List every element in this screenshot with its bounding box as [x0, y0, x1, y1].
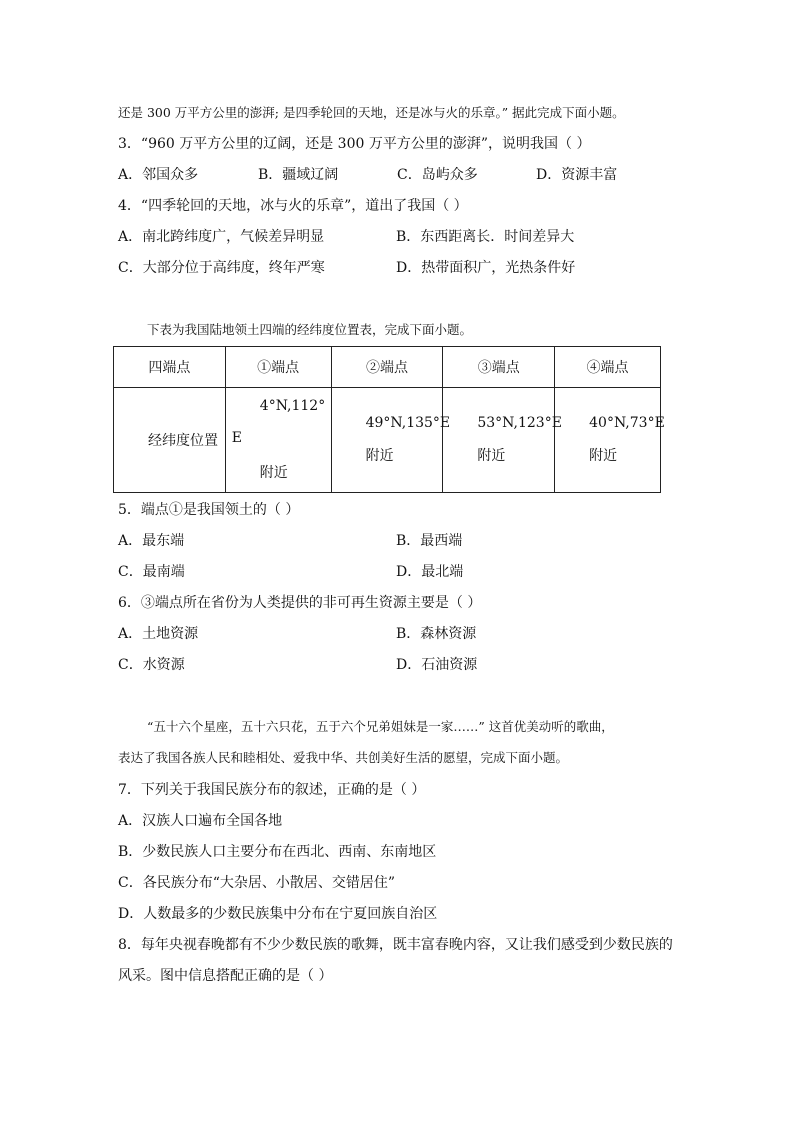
q5-option-c: C．最南端 [118, 564, 185, 580]
question-5-stem: 5．端点①是我国领土的（ ） [118, 502, 300, 518]
cell-text-line: 4°N,112° [259, 398, 326, 414]
table-intro: 下表为我国陆地领土四端的经纬度位置表，完成下面小题。 [147, 322, 473, 337]
cell-text-line: 附近 [589, 448, 618, 464]
table-header-cell: ②端点 [331, 347, 443, 388]
passage-intro-line: 还是 300 万平方公里的澎湃; 是四季轮回的天地，还是冰与火的乐章。” 据此完成下面小题。 [118, 105, 625, 120]
q7-option-b: B．少数民族人口主要分布在西北、西南、东南地区 [118, 844, 437, 860]
q6-option-c: C．水资源 [118, 657, 185, 673]
table-header-row [114, 347, 661, 388]
q5-option-b: B．最西端 [396, 533, 463, 549]
q3-option-d: D．资源丰富 [536, 167, 618, 183]
q3-option-b: B．疆域辽阔 [258, 167, 339, 183]
cell-text-line: E [231, 430, 243, 446]
q4-option-a: A．南北跨纬度广，气候差异明显 [118, 229, 325, 245]
table-header-cell: ④端点 [555, 347, 661, 388]
table-header-cell: ①端点 [225, 347, 331, 388]
question-8-stem-line-2: 风采。图中信息搭配正确的是（ ） [118, 968, 333, 984]
cell-text-line: 40°N,73°E [589, 415, 665, 431]
question-8-stem-line-1: 8．每年央视春晚都有不少少数民族的歌舞，既丰富春晚内容，又让我们感受到少数民族的 [118, 937, 673, 953]
q4-option-d: D．热带面积广，光热条件好 [396, 260, 576, 276]
cell-text-line: 附近 [259, 465, 288, 481]
song-intro-line-2: 表达了我国各族人民和睦相处、爱我中华、共创美好生活的愿望，完成下面小题。 [118, 750, 569, 765]
q6-option-b: B．森林资源 [396, 626, 477, 642]
q7-option-d: D．人数最多的少数民族集中分布在宁夏回族自治区 [118, 906, 438, 922]
table-row-label: 经纬度位置 [148, 433, 218, 449]
extreme-points-table [113, 346, 665, 493]
question-3-stem: 3．“960 万平方公里的辽阔，还是 300 万平方公里的澎湃”，说明我国（ ） [118, 136, 591, 152]
table-cell-point-3 [443, 388, 562, 493]
question-6-stem: 6．③端点所在省份为人类提供的非可再生资源主要是（ ） [118, 595, 482, 611]
table-row [114, 388, 661, 493]
q6-option-d: D．石油资源 [396, 657, 478, 673]
q5-option-d: D．最北端 [396, 564, 464, 580]
song-intro-line-1: “五十六个星座，五十六只花，五于六个兄弟姐妹是一家……” 这首优美动听的歌曲， [147, 719, 614, 734]
question-4-stem: 4．“四季轮回的天地，冰与火的乐章”，道出了我国（ ） [118, 198, 468, 214]
cell-text-line: 附近 [365, 448, 394, 464]
q7-option-c: C．各民族分布“大杂居、小散居、交错居住” [118, 875, 396, 891]
q5-option-a: A．最东端 [118, 533, 185, 549]
cell-text-line: 53°N,123°E [477, 415, 562, 431]
table-cell-point-4 [555, 388, 665, 493]
cell-text-line: 49°N,135°E [365, 415, 451, 431]
q4-option-b: B．东西距离长．时间差异大 [396, 229, 575, 245]
table-header-cell: ③端点 [443, 347, 555, 388]
q3-option-a: A．邻国众多 [118, 167, 199, 183]
cell-text-line: 附近 [477, 448, 506, 464]
question-7-stem: 7．下列关于我国民族分布的叙述，正确的是（ ） [118, 782, 426, 798]
q6-option-a: A．土地资源 [118, 626, 199, 642]
table-cell-point-2 [331, 388, 451, 493]
q3-option-c: C．岛屿众多 [397, 167, 478, 183]
q4-option-c: C．大部分位于高纬度，终年严寒 [118, 260, 325, 276]
table-header-cell: 四端点 [114, 347, 226, 388]
table-cell-point-1 [225, 388, 331, 493]
q7-option-a: A．汉族人口遍布全国各地 [118, 813, 283, 829]
table-row-label-cell [114, 388, 226, 493]
